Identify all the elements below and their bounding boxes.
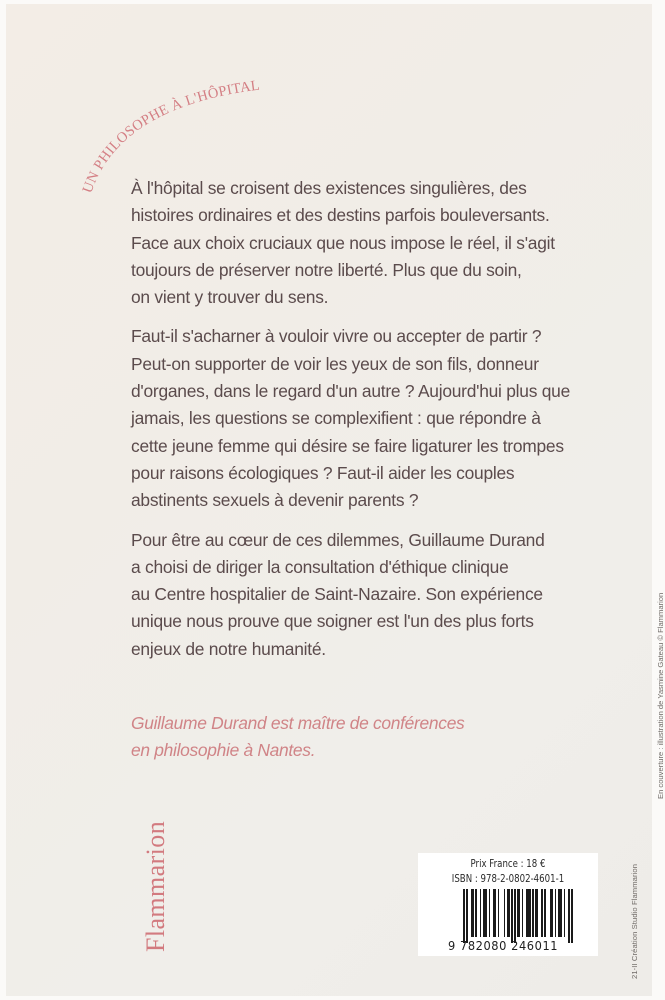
blurb-line: jamais, les questions se complexifient : que répondre à — [131, 408, 541, 429]
blurb-line: toujours de préserver notre liberté. Plus que du soin, — [131, 259, 522, 280]
blurb-line: au Centre hospitalier de Saint-Nazaire. Son expérience — [131, 584, 543, 605]
blurb-line: cette jeune femme qui désire se faire ligaturer les trompes — [131, 435, 564, 456]
author-bio — [131, 710, 464, 764]
blurb-line: on vient y trouver du sens. — [131, 287, 329, 308]
blurb-paragraph-1 — [131, 175, 631, 311]
blurb-line: À l'hôpital se croisent des existences singulières, des — [131, 178, 527, 198]
publisher-logo: Flammarion — [141, 820, 170, 952]
blurb-line: Peut-on supporter de voir les yeux de son fils, donneur — [131, 353, 539, 374]
blurb-line: a choisi de diriger la consultation d'éthique clinique — [131, 556, 509, 577]
blurb-paragraph-2 — [131, 323, 631, 514]
price-label: Prix France : 18 € — [470, 858, 546, 870]
design-credit: 21-II Création Studio Flammarion — [630, 863, 639, 979]
author-bio-line: en philosophie à Nantes. — [131, 740, 316, 760]
blurb-paragraph-3 — [131, 527, 631, 663]
barcode-icon — [463, 889, 575, 943]
blurb-line: unique nous prouve que soigner est l'un des plus forts — [131, 611, 534, 632]
blurb-line: histoires ordinaires et des destins parfois bouleversants. — [131, 205, 550, 226]
barcode-label — [418, 853, 598, 956]
blurb-line: Face aux choix cruciaux que nous impose le réel, il s'agit — [131, 232, 555, 253]
author-bio-line: Guillaume Durand est maître de conférences — [131, 713, 465, 733]
blurb — [131, 175, 631, 675]
blurb-line: Pour être au cœur de ces dilemmes, Guillaume Durand — [131, 529, 545, 550]
series-title-text: UN PHILOSOPHE À L'HÔPITAL — [79, 77, 261, 196]
blurb-line: Faut-il s'acharner à vouloir vivre ou accepter de partir ? — [131, 326, 542, 347]
blurb-line: pour raisons écologiques ? Faut-il aider les couples — [131, 462, 515, 483]
cover-illustration-credit: En couverture : illustration de Yasmine Gateau © Flammarion — [656, 592, 665, 799]
barcode-digits: 9 782080 246011 — [448, 939, 559, 953]
isbn-label: ISBN : 978-2-0802-4601-1 — [451, 873, 565, 885]
blurb-line: abstinents sexuels à devenir parents ? — [131, 490, 419, 511]
book-back-cover — [6, 4, 665, 996]
blurb-line: enjeux de notre humanité. — [131, 638, 326, 659]
blurb-line: d'organes, dans le regard d'un autre ? Aujourd'hui plus que — [131, 381, 570, 402]
